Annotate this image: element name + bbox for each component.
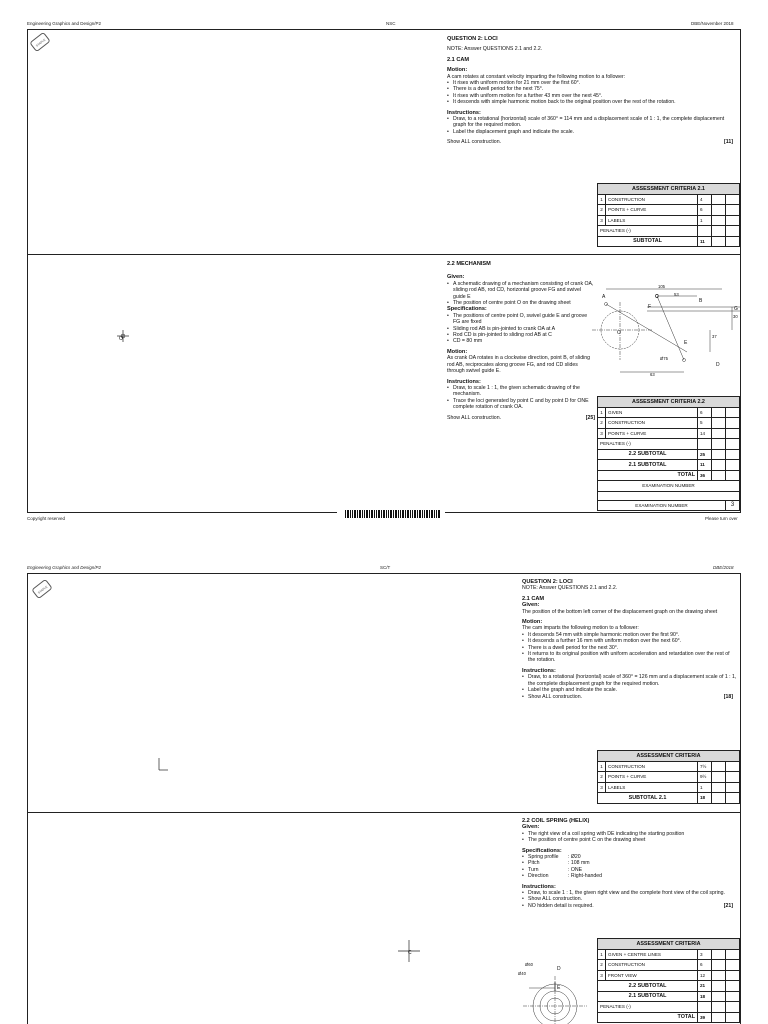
instruction-item: • Draw, to a rotational (horizontal) scale of 360° = 114 mm and a displacement scale of 1 : 1, the complete displacement graph for the required motion. [447, 116, 737, 129]
dim-105: 105 [658, 284, 665, 289]
table-row: 3 FRONT VIEW 12 [598, 970, 740, 981]
table-row: 2.2 SUBTOTAL 21 [598, 981, 740, 992]
spec-heading: Specifications: [447, 306, 487, 313]
dim-diameter-40: Ø40 [518, 971, 526, 976]
table-row: TOTAL 36 [598, 470, 740, 481]
given-heading: Given: [522, 602, 540, 609]
instructions-heading: Instructions: [447, 378, 481, 385]
spec-item: • Turn : ONE [522, 867, 737, 873]
page-number: 3 [726, 500, 740, 511]
label-e: E [557, 985, 561, 991]
table-row: 2 POINTS + CURVE 9½ [598, 772, 740, 783]
given-item: • A schematic drawing of a mechanism consisting of crank OA, sliding rod AB, rod CD, horizontal groove FG and swivel guide E [447, 281, 595, 300]
table-header: ASSESSMENT CRITERIA [598, 939, 740, 950]
marks-21: [21] [723, 902, 733, 909]
show-all-line [447, 415, 595, 421]
table-row: 1 GIVEN 6 [598, 407, 740, 418]
question-title: QUESTION 2: LOCI [447, 36, 498, 42]
cam-title: 2.1 CAM [522, 595, 545, 602]
dim-30: 30 [733, 314, 738, 319]
section-divider [27, 812, 741, 813]
instruction-item: • Draw, to scale 1 : 1, the given right view and the complete front view of the coil spring. [522, 890, 737, 896]
instructions-heading: Instructions: [522, 667, 556, 674]
given-item: • The position of centre point O on the drawing sheet [447, 300, 595, 306]
instruction-item: • NO hidden detail is required. [21] [522, 903, 737, 909]
table-row: EXAMINATION NUMBER 3 [598, 500, 740, 511]
frame-left [27, 573, 28, 1024]
instruction-item: • Show ALL construction. [18] [522, 694, 737, 700]
staple-stamp: STAPLE [31, 579, 53, 600]
assessment-table-22 [597, 396, 740, 511]
question-note: NOTE: Answer QUESTIONS 2.1 and 2.2. [522, 585, 618, 592]
spring-panel [522, 818, 737, 909]
motion-item: • It rises with uniform motion for a further 43 mm over the next 45°. [447, 93, 737, 99]
table-row: 1 CONSTRUCTION 7½ [598, 761, 740, 772]
table-row: SUBTOTAL 11 [598, 236, 740, 247]
table-row: 1 CONSTRUCTION 4 [598, 194, 740, 205]
footer-right: Please turn over [705, 516, 738, 521]
spec-item: • Spring profile : Ø20 [522, 854, 737, 860]
table-row: PENALTIES (-) [598, 226, 740, 237]
assessment-table-p2-21 [597, 750, 740, 804]
spring-right-view [515, 958, 595, 1024]
header-center: NSC [386, 21, 396, 26]
table-row: 2.1 SUBTOTAL 11 [598, 460, 740, 471]
instruction-item: • Trace the loci generated by point C and by point D for ONE complete rotation of crank OA. [447, 398, 595, 411]
header-left: Engineering Graphics and Design/P2 [27, 21, 102, 26]
show-all: Show ALL construction. [447, 414, 502, 421]
motion-item: • It rises with uniform motion for 21 mm over the first 60°. [447, 80, 737, 86]
table-row [598, 491, 740, 500]
table-row: 2 CONSTRUCTION 5 [598, 418, 740, 429]
cam-panel-1 [447, 36, 737, 146]
show-all-line [447, 139, 737, 145]
marks-11: [11] [724, 139, 733, 146]
label-f: F [648, 304, 652, 310]
question-note: NOTE: Answer QUESTIONS 2.1 and 2.2. [447, 46, 543, 53]
instructions-heading: Instructions: [522, 883, 556, 890]
motion-intro: The cam imparts the following motion to a follower: [522, 625, 639, 632]
frame-right [740, 29, 741, 512]
given-item: • The right view of a coil spring with DE indicating the starting position [522, 831, 737, 837]
given-heading: Given: [522, 824, 540, 831]
motion-item: • There is a dwell period for the next 30°. [522, 645, 737, 651]
instruction-item: • Draw, to scale 1 : 1, the given schematic drawing of the mechanism. [447, 385, 595, 398]
spring-title: 2.2 COIL SPRING (HELIX) [522, 818, 590, 824]
marks-25: [25] [585, 414, 595, 421]
motion-intro: A cam rotates at constant velocity imparting the following motion to a follower: [447, 73, 626, 80]
instruction-item: • Show ALL construction. [522, 896, 737, 902]
label-o: O [617, 330, 621, 336]
table-row: SUBTOTAL 2.1 18 [598, 793, 740, 804]
given-item: • The position of centre point C on the drawing sheet [522, 837, 737, 843]
dim-37: 37 [712, 334, 717, 339]
header-right: DBE/November 2018 [691, 21, 734, 26]
motion-heading: Motion: [447, 67, 468, 74]
given-text: The position of the bottom left corner of the displacement graph on the drawing sheet [522, 608, 718, 615]
instructions-heading: Instructions: [447, 109, 481, 116]
spec-item: • Direction : Right-handed [522, 873, 737, 879]
assessment-table-p2-22 [597, 938, 740, 1023]
frame-left [27, 29, 28, 512]
motion-text: As crank OA rotates in a clockwise direction, point B, of sliding rod AB, reciprocates along groove FG, and rod CD slides through swivel guide E. [447, 355, 591, 375]
label-a: A [602, 294, 606, 300]
table-row: 3 LABELS 1 [598, 215, 740, 226]
frame-right [740, 573, 741, 1024]
header-left: Engineering Graphics and Design/P2 [27, 565, 102, 570]
section-divider [27, 254, 741, 255]
label-b: B [699, 298, 703, 304]
spec-heading: Specifications: [522, 847, 562, 854]
table-row: 2.2 SUBTOTAL 25 [598, 449, 740, 460]
point-o-label: O [119, 336, 123, 342]
dim-63: 63 [650, 372, 655, 377]
frame-bottom-left [27, 512, 337, 513]
header-right: DBE/2018 [713, 565, 734, 570]
table-row: PENALTIES (-) [598, 439, 740, 450]
graph-origin-marker [158, 758, 170, 774]
barcode [345, 510, 441, 521]
dim-diameter-60: Ø60 [525, 962, 533, 967]
label-g: G [734, 306, 738, 312]
show-all: Show ALL construction. [447, 139, 502, 146]
label-d: D [557, 966, 561, 972]
table-row: 1 GIVEN + CENTRE LINES 3 [598, 949, 740, 960]
spec-item: • Sliding rod AB is pin-jointed to crank OA at A [447, 326, 595, 332]
spec-item: • Pitch : 108 mm [522, 860, 737, 866]
header-center: SC/T [380, 565, 391, 570]
table-row: 2 CONSTRUCTION 6 [598, 960, 740, 971]
table-row: TOTAL 39 [598, 1012, 740, 1023]
dim-53: 53 [674, 292, 679, 297]
table-header: ASSESSMENT CRITERIA 2.2 [598, 397, 740, 408]
table-row: PENALTIES (-) [598, 1002, 740, 1013]
motion-heading: Motion: [447, 348, 468, 355]
question-title: QUESTION 2: LOCI [522, 579, 573, 585]
marks-18: [18] [723, 693, 733, 700]
dim-diameter-75: Ø75 [660, 356, 668, 361]
mechanism-title: 2.2 MECHANISM [447, 261, 491, 267]
staple-stamp: STAPLE [29, 32, 51, 53]
label-d: D [716, 362, 720, 368]
table-header: ASSESSMENT CRITERIA [598, 751, 740, 762]
table-row: 2 POINTS + CURVE 6 [598, 205, 740, 216]
given-heading: Given: [447, 274, 465, 281]
motion-item: • It returns to its original position with uniform acceleration and retardation over the rest of the rotation. [522, 651, 737, 664]
assessment-table-21 [597, 183, 740, 247]
spec-item: • Rod CD is pin-jointed to sliding rod AB at C [447, 332, 595, 338]
cam-panel-2 [522, 579, 737, 700]
frame-top [27, 573, 741, 574]
instruction-item: • Label the graph and indicate the scale. [522, 687, 737, 693]
mechanism-panel [447, 261, 595, 421]
instruction-item: • Label the displacement graph and indicate the scale. [447, 129, 737, 135]
spec-item: • CD = 80 mm [447, 338, 595, 344]
motion-item: • There is a dwell period for the next 75°. [447, 86, 737, 92]
motion-heading: Motion: [522, 619, 543, 626]
cam-title: 2.1 CAM [447, 56, 470, 63]
table-row: EXAMINATION NUMBER [598, 481, 740, 492]
point-c-label: C [408, 950, 412, 956]
motion-item: • It descends a further 16 mm with uniform motion over the next 60°. [522, 638, 737, 644]
label-c: C [655, 294, 659, 300]
instruction-item: • Draw, to a rotational (horizontal) scale of 360° = 126 mm and a displacement scale of 1 : 1, the complete displacement graph for the required motion. [522, 674, 737, 687]
footer-left: Copyright reserved [27, 516, 66, 521]
table-row: 3 LABELS 1 [598, 782, 740, 793]
motion-item: • It descends with simple harmonic motion back to the original position over the rest of the rotation. [447, 99, 737, 105]
table-row: 3 POINTS + CURVE 14 [598, 428, 740, 439]
label-e: E [684, 340, 688, 346]
spec-item: • The positions of centre point O, swivel guide E and groove FG are fixed [447, 313, 595, 326]
table-row: 2.1 SUBTOTAL 18 [598, 991, 740, 1002]
frame-top [27, 29, 741, 30]
motion-item: • It descends 54 mm with simple harmonic motion over the first 90°. [522, 632, 737, 638]
frame-bottom-right [445, 512, 741, 513]
table-header: ASSESSMENT CRITERIA 2.1 [598, 184, 740, 195]
